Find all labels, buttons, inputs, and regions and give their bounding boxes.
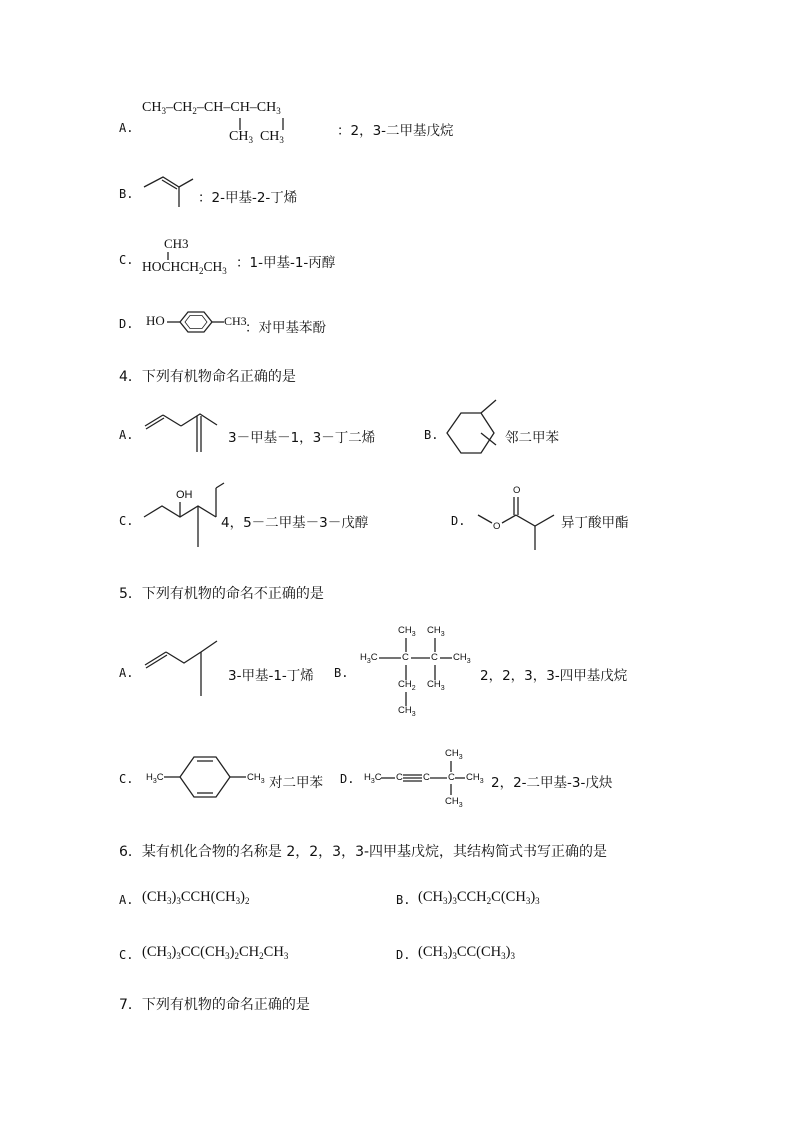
q3-c-branch-ch3: CH3: [164, 236, 189, 251]
q5-option-d-label: D.: [340, 772, 355, 786]
q3-option-d-name: ：对甲基苯酚: [245, 320, 326, 336]
q6-option-d-label: D.: [396, 948, 411, 962]
q6-stem: 6．某有机化合物的名称是 2，2，3，3-四甲基戊烷，其结构简式书写正确的是: [119, 844, 608, 860]
q6-option-c-label: C.: [119, 948, 134, 962]
q3-option-c-label: C.: [119, 253, 134, 267]
q6-option-b-label: B.: [396, 893, 411, 907]
q3-d-ch3: CH3: [224, 314, 247, 328]
q3-option-c-name: ：1-甲基-1-丙醇: [236, 255, 336, 271]
q3-a-branch-ch3: $CH_3$ $CH_3$: [229, 129, 284, 145]
q4-option-d-name: 异丁酸甲酯: [561, 515, 629, 531]
q7-stem: 7．下列有机物的命名正确的是: [119, 997, 310, 1013]
q4-option-a-name: 3－甲基－1，3－丁二烯: [228, 430, 376, 446]
q3-option-d-label: D.: [119, 317, 134, 331]
q5-option-d-name: 2，2-二甲基-3-戊炔: [491, 775, 613, 791]
q5-c-h3c: $H_3C$: [146, 772, 164, 785]
q3-c-main-chain: $HOCHCH_2CH_3$: [142, 259, 227, 276]
q5-c-ch3: $CH_3$: [247, 772, 265, 785]
q4-option-d-label: D.: [451, 514, 466, 528]
q3-a-structure-formula: $CH_3-CH_2-CH-CH-CH_3$: [142, 100, 281, 116]
q4-option-c-label: C.: [119, 514, 134, 528]
q6-option-b-formula: $(CH_3)_3CCH_2C(CH_3)_3$: [418, 889, 540, 906]
q5-option-b-label: B.: [334, 666, 349, 680]
q4-option-c-name: 4，5－二甲基－3－戊醇: [221, 515, 369, 531]
q5-option-c-label: C.: [119, 772, 134, 786]
q3-option-a-label: A.: [119, 121, 134, 135]
q4-stem: 4．下列有机物命名正确的是: [119, 369, 296, 385]
q6-option-c-formula: $(CH_3)_3CC(CH_3)_2CH_2CH_3$: [142, 944, 289, 961]
q5-stem: 5．下列有机物的命名不正确的是: [119, 586, 324, 602]
q5-option-a-label: A.: [119, 666, 134, 680]
q5-option-b-name: 2，2，3，3-四甲基戊烷: [480, 668, 628, 684]
q6-option-a-label: A.: [119, 893, 134, 907]
q4-d-ester-o: O: [493, 521, 501, 532]
q4-d-carbonyl-o: O: [513, 485, 521, 496]
q3-option-b-name: ：2-甲基-2-丁烯: [198, 190, 298, 206]
q3-option-a-name: ：2，3-二甲基戊烷: [337, 123, 454, 139]
q6-option-d-formula: $(CH_3)_3CC(CH_3)_3$: [418, 944, 515, 961]
q4-c-oh: OH: [176, 489, 193, 501]
q4-option-a-label: A.: [119, 428, 134, 442]
q6-option-a-formula: $(CH_3)_3CCH(CH_3)_2$: [142, 889, 250, 906]
q3-option-b-label: B.: [119, 187, 134, 201]
q5-option-c-name: 对二甲苯: [269, 775, 323, 791]
q3-d-ho: HO: [146, 313, 165, 328]
q4-option-b-name: 邻二甲苯: [505, 430, 559, 446]
q5-option-a-name: 3-甲基-1-丁烯: [228, 668, 314, 684]
q4-option-b-label: B.: [424, 428, 439, 442]
